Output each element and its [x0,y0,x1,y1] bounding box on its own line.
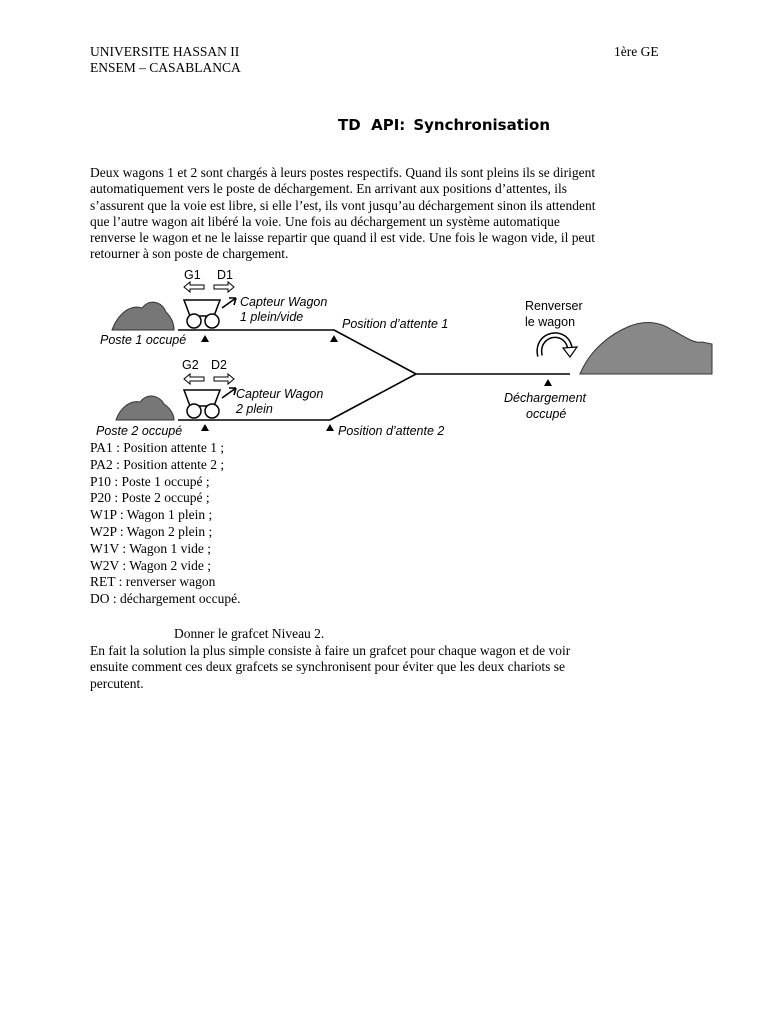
solution-paragraph [90,643,690,692]
solution-line: ensuite comment ces deux grafcets se synchronisent pour éviter que les deux chariots se [90,659,565,675]
definition-item: W1V : Wagon 1 vide ; [90,540,212,556]
tip-wagon-arrow-icon [539,335,577,357]
solution-line: En fait la solution la plus simple consiste à faire un grafcet pour chaque wagon et de voir [90,643,571,658]
capteur-1-label: Capteur Wagon [240,295,328,309]
dechargement-label: Déchargement [504,391,586,405]
unloading-mound [580,323,712,374]
wagon-1 [184,300,220,328]
poste-2-marker [201,424,209,431]
dechargement-marker [544,379,552,386]
class-level: 1ère GE [614,44,659,59]
track-diagram [90,264,714,442]
intro-line: que l’autre wagon ait libéré la voie. Une fois au déchargement un système automatique [90,213,560,229]
d2-label: D2 [211,358,227,372]
d1-label: D1 [217,268,233,282]
left-arrow-icon [184,374,204,384]
intro-line: s’assurent que la voie est libre, si elle l’est, ils vont jusqu’au déchargement sinon ils attendent [90,197,596,213]
definition-item: RET : renverser wagon [90,574,216,590]
sensor-arrow-icon [222,298,236,308]
solution-line: percutent. [90,675,144,691]
poste-1-mound [112,302,174,330]
definition-item: W2P : Wagon 2 plein ; [90,523,213,539]
intro-paragraph [90,165,690,263]
definition-item: PA1 : Position attente 1 ; [90,440,225,455]
dechargement-sublabel: occupé [526,407,567,421]
university-name: UNIVERSITE HASSAN II [90,44,240,59]
capteur-2-sublabel: 2 plein [236,402,273,416]
intro-line: Deux wagons 1 et 2 sont chargés à leurs postes respectifs. Quand ils sont pleins ils se dirigent [90,165,596,180]
definition-item: P20 : Poste 2 occupé ; [90,490,210,506]
title-subject: Synchronisation [413,116,551,134]
poste-1-marker [201,335,209,342]
school-name: ENSEM – CASABLANCA [90,60,241,75]
definition-item: PA2 : Position attente 2 ; [90,456,225,472]
definition-item: P10 : Poste 1 occupé ; [90,473,210,489]
sensor-arrow-icon [222,388,236,398]
renverser-label: Renverser [525,299,583,313]
poste-2-label: Poste 2 occupé [96,424,183,438]
poste-2-mound [116,396,174,420]
attente-1-label: Position d’attente 1 [342,317,449,331]
g2-label: G2 [182,358,199,372]
attente-2-marker [326,424,334,431]
capteur-2-label: Capteur Wagon [236,387,324,401]
left-arrow-icon [184,282,204,292]
poste-1-label: Poste 1 occupé [100,333,187,347]
definition-item: W1P : Wagon 1 plein ; [90,507,213,523]
capteur-1-sublabel: 1 plein/vide [240,310,304,324]
intro-line: automatiquement vers le poste de déchargement. En arrivant aux positions d’attentes, ils [90,181,567,197]
page-title [338,116,550,135]
attente-2-label: Position d’attente 2 [338,424,445,438]
track-2-branch [330,374,416,420]
task-instruction: Donner le grafcet Niveau 2. [174,626,325,641]
right-arrow-icon [214,374,234,384]
renverser-sublabel: le wagon [525,315,576,329]
wagon-2 [184,390,220,418]
attente-1-marker [330,335,338,342]
title-prefix: TD API: [338,116,406,134]
g1-label: G1 [184,268,201,282]
intro-line: retourner à son poste de chargement. [90,246,289,262]
right-arrow-icon [214,282,234,292]
intro-line: renverse le wagon et ne le laisse repartir que quand il est vide. Une fois le wagon vide, il peut [90,230,595,246]
definition-item: DO : déchargement occupé. [90,591,241,607]
variable-definitions [90,440,240,608]
definition-item: W2V : Wagon 2 vide ; [90,557,212,573]
track-1-branch [334,330,416,374]
